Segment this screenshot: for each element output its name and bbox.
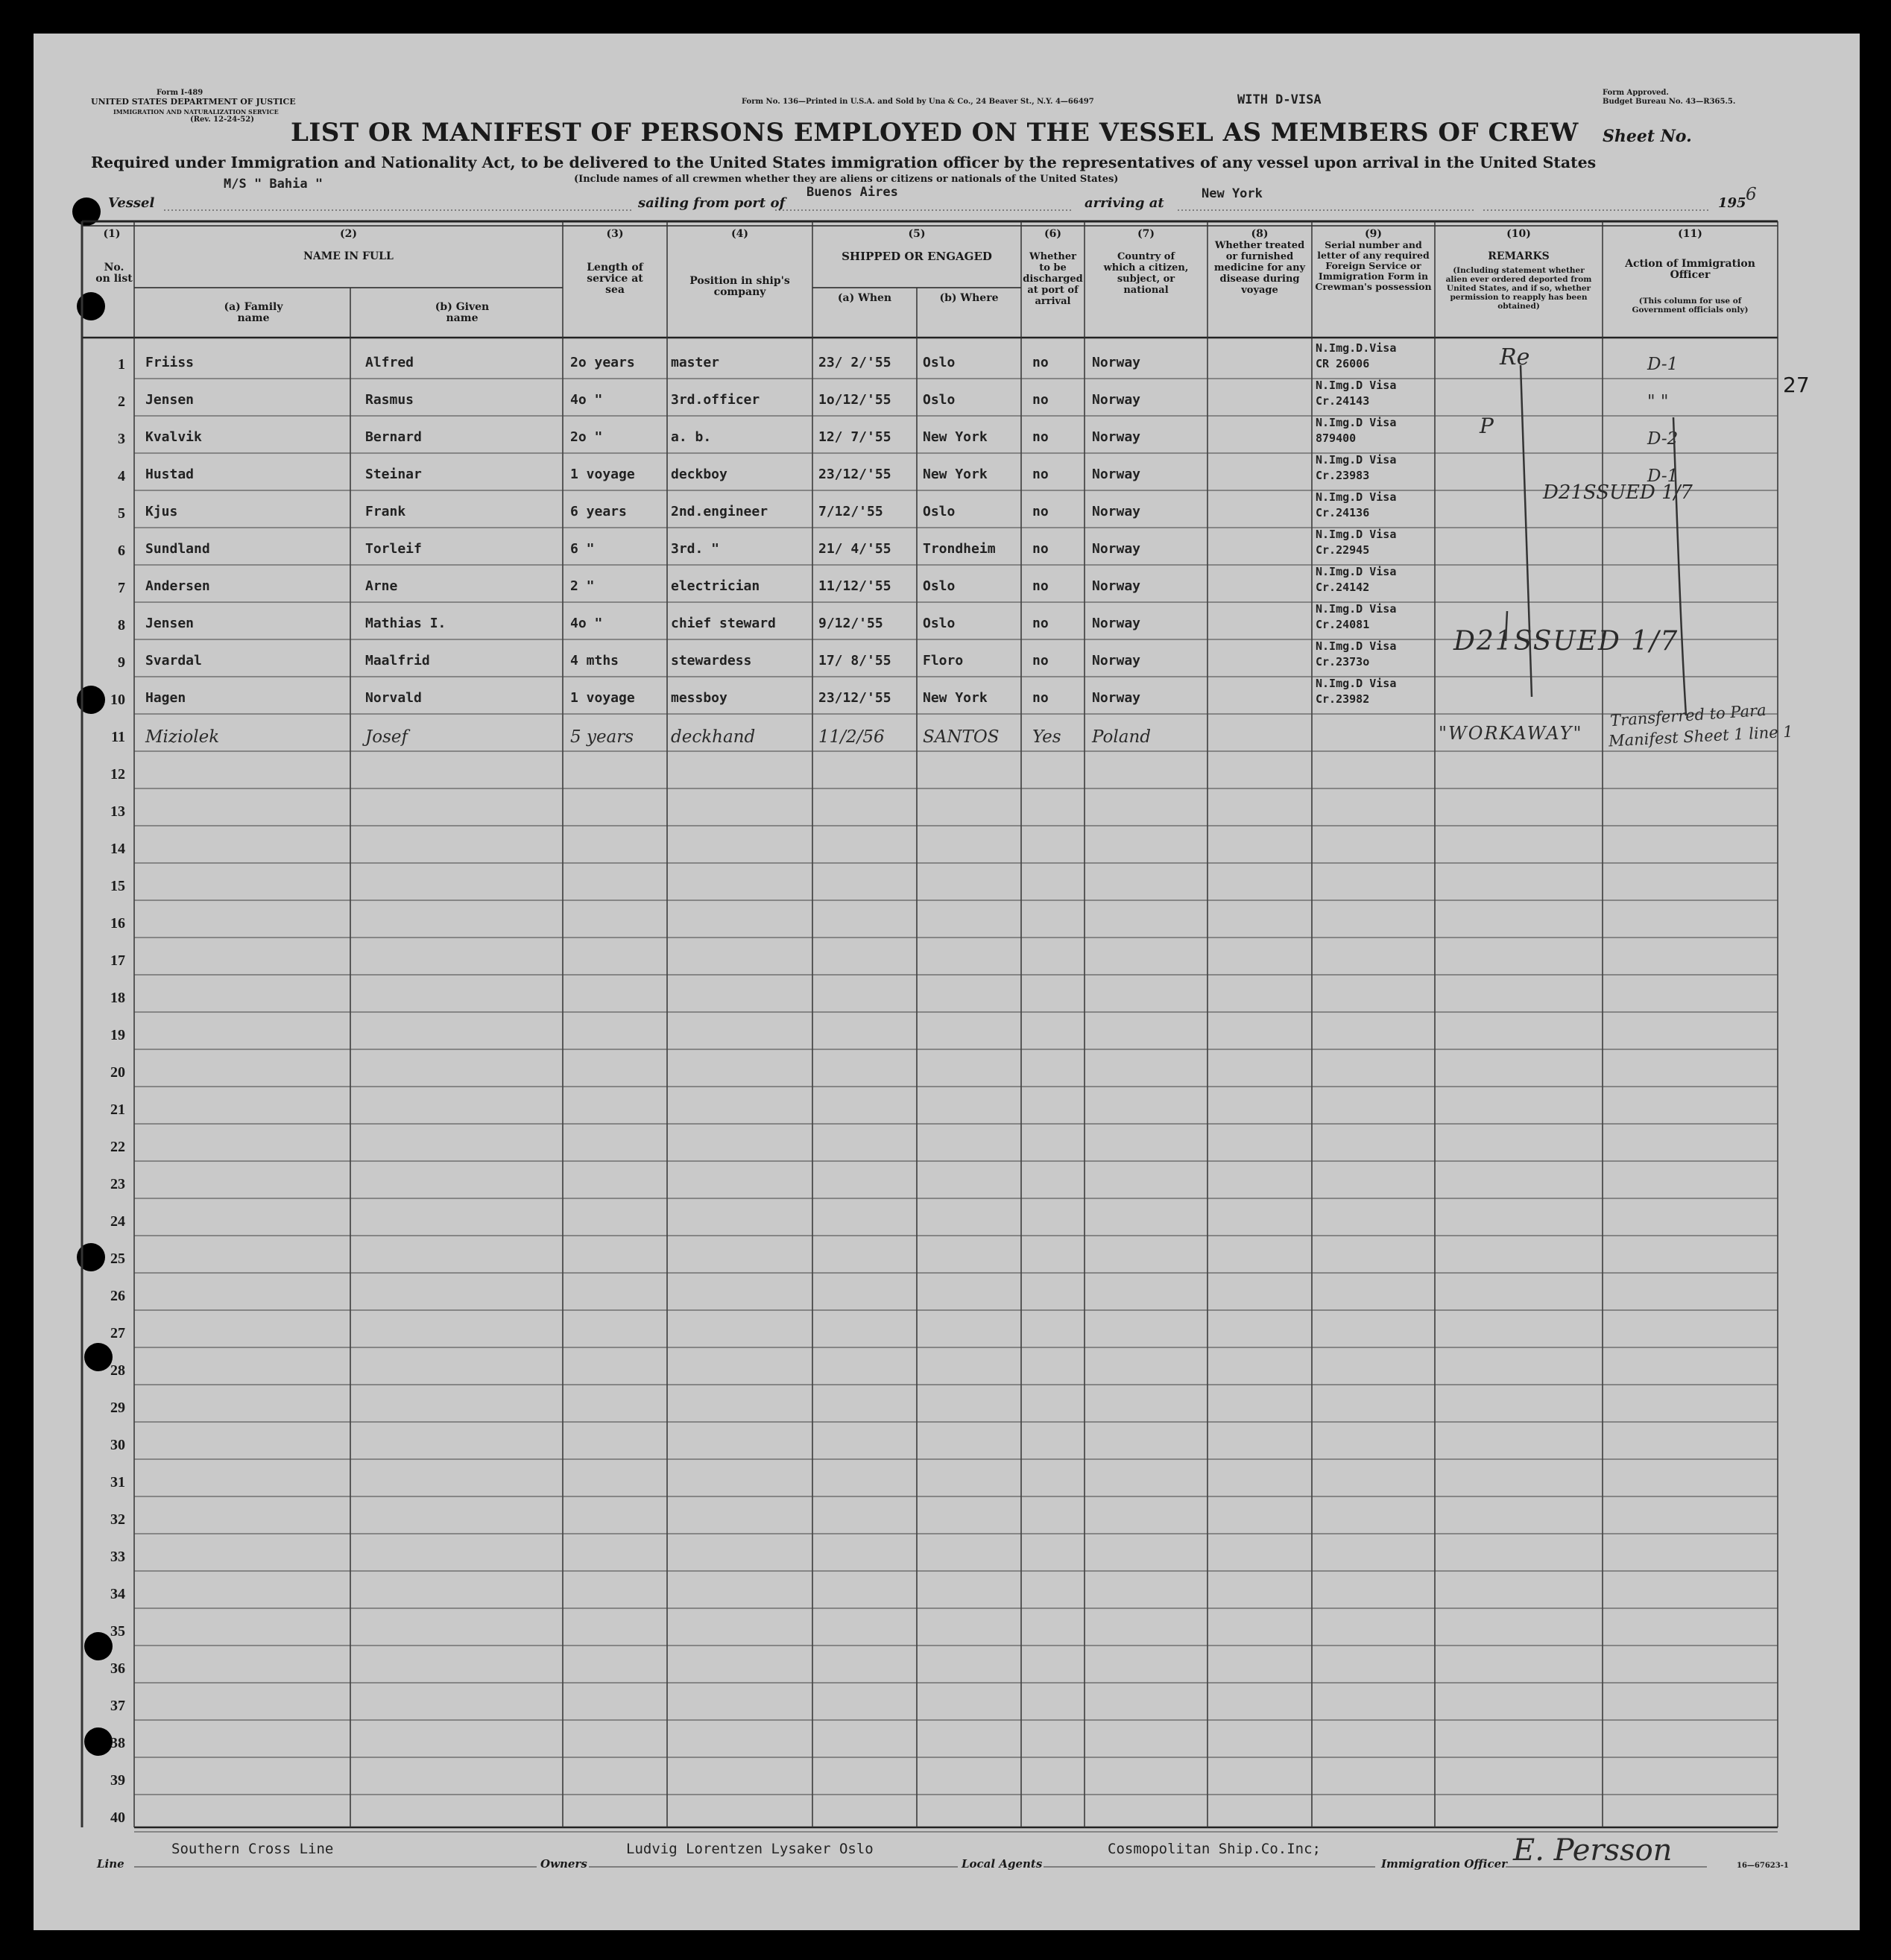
discharge-cell: no	[1032, 541, 1049, 557]
visa-cell: 879400	[1316, 431, 1357, 445]
service-length-cell: 6 "	[570, 541, 595, 557]
row-number: 3	[118, 431, 125, 447]
visa-cell: Cr.24081	[1316, 618, 1370, 631]
visa-cell: N.Img.D Visa	[1316, 677, 1397, 690]
sheet-label: Sheet No.	[1603, 127, 1692, 146]
position-cell: 3rd.officer	[671, 392, 760, 408]
col1-header: No. on list	[95, 262, 133, 285]
arriving-label: arriving at	[1085, 195, 1164, 211]
remark-issued: D21SSUED 1/7	[1543, 481, 1693, 504]
row-number: 1	[118, 356, 125, 373]
col7-number: (7)	[1137, 228, 1155, 240]
service: IMMIGRATION AND NATURALIZATION SERVICE	[113, 108, 279, 116]
action-cell: D-1	[1647, 355, 1679, 374]
col1-number: (1)	[103, 228, 121, 240]
discharge-cell: no	[1032, 467, 1049, 482]
shipped-where-cell: New York	[923, 467, 988, 482]
sailing-label: sailing from port of	[638, 195, 786, 211]
country-cell: Norway	[1092, 653, 1141, 668]
row-number: 21	[110, 1101, 125, 1118]
country-cell: Norway	[1092, 541, 1141, 557]
form-code: 16—67623-1	[1737, 1862, 1789, 1870]
visa-note: WITH D-VISA	[1237, 92, 1322, 107]
col5a-header: (a) When	[837, 292, 892, 304]
col3-header: Length of service at sea	[587, 262, 643, 296]
officer-label: Immigration Officer	[1381, 1857, 1508, 1871]
row-number: 15	[110, 878, 125, 894]
given-name-cell: Mathias I.	[365, 616, 446, 631]
service-length-cell: 6 years	[570, 504, 627, 519]
row-number: 31	[110, 1474, 125, 1490]
vessel-name: M/S " Bahia "	[224, 177, 323, 192]
position-cell: 3rd. "	[671, 541, 720, 557]
row-number: 23	[110, 1176, 125, 1192]
col5-header: SHIPPED OR ENGAGED	[842, 250, 992, 263]
owners: Ludvig Lorentzen Lysaker Oslo	[626, 1841, 874, 1857]
visa-cell: N.Img.D.Visa	[1316, 341, 1397, 355]
revision: (Rev. 12-24-52)	[190, 116, 254, 124]
row-number: 2	[118, 393, 125, 410]
shipped-where-cell: New York	[923, 429, 988, 445]
col5b-header: (b) Where	[939, 292, 999, 304]
shipped-where-cell: Oslo	[923, 392, 956, 408]
col8-header: Whether treated or furnished medicine for any disease during voyage	[1213, 240, 1306, 296]
row-number: 9	[118, 654, 125, 671]
row-number: 4	[118, 468, 125, 484]
row-number: 38	[110, 1735, 125, 1751]
shipped-where-cell: Oslo	[923, 355, 956, 370]
owners-label: Owners	[540, 1857, 587, 1871]
departure-port: Buenos Aires	[806, 185, 898, 200]
country-cell: Norway	[1092, 578, 1141, 594]
row-number: 17	[110, 952, 125, 969]
visa-cell: N.Img.D Visa	[1316, 379, 1397, 392]
row-number: 5	[118, 505, 125, 522]
country-cell: Norway	[1092, 429, 1141, 445]
country-cell: Norway	[1092, 392, 1141, 408]
col7-header: Country of which a citizen, subject, or national	[1103, 251, 1189, 296]
country-cell: Norway	[1092, 467, 1141, 482]
row-number: 22	[110, 1139, 125, 1155]
row-number: 39	[110, 1772, 125, 1789]
department: UNITED STATES DEPARTMENT OF JUSTICE	[91, 97, 296, 107]
col6-number: (6)	[1044, 228, 1061, 240]
col8-number: (8)	[1251, 228, 1269, 240]
row-number: 28	[110, 1362, 125, 1379]
subtitle: Required under Immigration and Nationality Act, to be delivered to the United States immigration officer by the representatives of any vessel upon arrival in the United States	[91, 154, 1597, 171]
shipped-where-cell: New York	[923, 690, 988, 706]
col3-number: (3)	[606, 228, 624, 240]
row-number: 16	[110, 915, 125, 932]
vessel-label: Vessel	[108, 195, 155, 211]
margin-number: 27	[1783, 373, 1810, 397]
shipped-when-cell: 23/ 2/'55	[818, 355, 891, 370]
row-number: 25	[110, 1251, 125, 1267]
shipped-when-cell: 11/2/56	[818, 727, 885, 747]
col10-note: (Including statement whether alien ever ordered deported from United States, and if so, whether permission to reapply has been obtained)	[1445, 266, 1592, 311]
service-length-cell: 4 mths	[570, 653, 619, 668]
visa-cell: N.Img.D Visa	[1316, 528, 1397, 541]
col4-header: Position in ship's company	[689, 275, 790, 298]
row-number: 30	[110, 1437, 125, 1453]
country-cell: Norway	[1092, 355, 1141, 370]
col2b-header: (b) Given name	[435, 301, 490, 324]
visa-cell: CR 26006	[1316, 357, 1370, 370]
shipped-when-cell: 17/ 8/'55	[818, 653, 891, 668]
position-cell: 2nd.engineer	[671, 504, 768, 519]
remark-workaway: "WORKAWAY"	[1439, 723, 1583, 744]
year-prefix: 195	[1718, 195, 1746, 211]
position-cell: deckhand	[671, 727, 756, 747]
discharge-cell: no	[1032, 653, 1049, 668]
given-name-cell: Steinar	[365, 467, 422, 482]
family-name-cell: Jensen	[145, 616, 195, 631]
position-cell: messboy	[671, 690, 727, 706]
family-name-cell: Kvalvik	[145, 429, 202, 445]
visa-cell: N.Img.D Visa	[1316, 453, 1397, 467]
col6-header: Whether to be discharged at port of arrival	[1023, 251, 1083, 307]
given-name-cell: Josef	[365, 727, 408, 747]
row-number: 18	[110, 990, 125, 1006]
country-cell: Norway	[1092, 504, 1141, 519]
family-name-cell: Sundland	[145, 541, 210, 557]
row-number: 34	[110, 1586, 125, 1602]
visa-cell: Cr.2373o	[1316, 655, 1370, 668]
shipping-line: Southern Cross Line	[171, 1841, 334, 1857]
officer-signature: E. Persson	[1513, 1833, 1673, 1868]
visa-cell: Cr.22945	[1316, 543, 1370, 557]
shipped-where-cell: Floro	[923, 653, 964, 668]
action-transfer-note: Transferred to Para	[1609, 701, 1767, 730]
discharge-cell: no	[1032, 392, 1049, 408]
family-name-cell: Jensen	[145, 392, 195, 408]
col10-header: REMARKS	[1488, 250, 1550, 262]
remark-mark: P	[1480, 414, 1494, 438]
position-cell: chief steward	[671, 616, 776, 631]
visa-cell: Cr.24143	[1316, 394, 1370, 408]
service-length-cell: 2 "	[570, 578, 595, 594]
approval-line-1: Form Approved.	[1603, 89, 1669, 97]
position-cell: master	[671, 355, 720, 370]
shipped-where-cell: SANTOS	[923, 727, 1000, 747]
given-name-cell: Norvald	[365, 690, 422, 706]
col2-header: NAME IN FULL	[303, 250, 394, 262]
given-name-cell: Maalfrid	[365, 653, 430, 668]
col11-header: Action of Immigration Officer	[1625, 258, 1755, 281]
row-number: 37	[110, 1698, 125, 1714]
discharge-cell: no	[1032, 616, 1049, 631]
shipped-when-cell: 23/12/'55	[818, 467, 891, 482]
position-cell: deckboy	[671, 467, 727, 482]
given-name-cell: Frank	[365, 504, 406, 519]
family-name-cell: Miziolek	[145, 727, 220, 747]
col10-number: (10)	[1506, 228, 1531, 240]
country-cell: Poland	[1092, 727, 1151, 747]
visa-cell: N.Img.D Visa	[1316, 490, 1397, 504]
form-number: Form I-489	[157, 89, 203, 97]
visa-cell: N.Img.D Visa	[1316, 639, 1397, 653]
action-cell: " "	[1647, 392, 1669, 411]
discharge-cell: no	[1032, 429, 1049, 445]
row-number: 6	[118, 543, 125, 559]
col9-number: (9)	[1365, 228, 1382, 240]
shipped-when-cell: 9/12/'55	[818, 616, 883, 631]
local-agents: Cosmopolitan Ship.Co.Inc;	[1108, 1841, 1321, 1857]
row-number: 26	[110, 1288, 125, 1304]
family-name-cell: Svardal	[145, 653, 202, 668]
visa-cell: N.Img.D Visa	[1316, 602, 1397, 616]
row-number: 33	[110, 1549, 125, 1565]
family-name-cell: Friiss	[145, 355, 195, 370]
row-number: 35	[110, 1623, 125, 1640]
row-number: 10	[110, 692, 125, 708]
row-number: 11	[111, 729, 125, 745]
col9-header: Serial number and letter of any required Foreign Service or Immigration Form in Crewman's possession	[1315, 239, 1432, 292]
row-number: 8	[118, 617, 125, 633]
family-name-cell: Hagen	[145, 690, 186, 706]
service-length-cell: 4o "	[570, 392, 603, 408]
inclusion-note: (Include names of all crewmen whether they are aliens or citizens or nationals of the United States)	[574, 174, 1119, 185]
shipped-when-cell: 7/12/'55	[818, 504, 883, 519]
discharge-cell: no	[1032, 690, 1049, 706]
row-number: 14	[110, 841, 125, 857]
given-name-cell: Bernard	[365, 429, 422, 445]
country-cell: Norway	[1092, 690, 1141, 706]
remark-initial: Re	[1500, 344, 1530, 370]
visa-cell: N.Img.D Visa	[1316, 416, 1397, 429]
row-number: 19	[110, 1027, 125, 1043]
row-number: 29	[110, 1400, 125, 1416]
col2a-header: (a) Family name	[224, 301, 283, 324]
col11-number: (11)	[1678, 228, 1702, 240]
col4-number: (4)	[731, 228, 748, 240]
action-transfer-note: Manifest Sheet 1 line 1	[1608, 722, 1794, 750]
visa-cell: Cr.23983	[1316, 469, 1370, 482]
family-name-cell: Kjus	[145, 504, 178, 519]
row-number: 7	[118, 580, 125, 596]
year-digit: 6	[1746, 185, 1757, 204]
visa-cell: N.Img.D Visa	[1316, 565, 1397, 578]
service-length-cell: 2o years	[570, 355, 635, 370]
position-cell: electrician	[671, 578, 760, 594]
given-name-cell: Rasmus	[365, 392, 414, 408]
remark-issued: D21SSUED 1/7	[1453, 626, 1679, 657]
shipped-when-cell: 23/12/'55	[818, 690, 891, 706]
shipped-when-cell: 11/12/'55	[818, 578, 891, 594]
visa-cell: Cr.23982	[1316, 692, 1370, 706]
country-cell: Norway	[1092, 616, 1141, 631]
shipped-where-cell: Oslo	[923, 578, 956, 594]
action-cell: D-1	[1647, 467, 1679, 486]
given-name-cell: Arne	[365, 578, 398, 594]
family-name-cell: Andersen	[145, 578, 210, 594]
printer-note: Form No. 136—Printed in U.S.A. and Sold by Una & Co., 24 Beaver St., N.Y. 4—66497	[742, 98, 1094, 106]
agents-label: Local Agents	[962, 1857, 1043, 1871]
shipped-where-cell: Oslo	[923, 616, 956, 631]
col2-number: (2)	[340, 228, 357, 240]
discharge-cell: no	[1032, 578, 1049, 594]
discharge-cell: no	[1032, 504, 1049, 519]
given-name-cell: Torleif	[365, 541, 422, 557]
given-name-cell: Alfred	[365, 355, 414, 370]
service-length-cell: 4o "	[570, 616, 603, 631]
arrival-port: New York	[1202, 186, 1263, 201]
shipped-where-cell: Oslo	[923, 504, 956, 519]
row-number: 32	[110, 1511, 125, 1528]
shipped-when-cell: 21/ 4/'55	[818, 541, 891, 557]
row-number: 20	[110, 1064, 125, 1081]
action-cell: D-2	[1647, 429, 1679, 449]
row-number: 12	[110, 766, 125, 783]
discharge-cell: no	[1032, 355, 1049, 370]
row-number: 24	[110, 1213, 125, 1230]
visa-cell: Cr.24136	[1316, 506, 1370, 519]
shipped-when-cell: 12/ 7/'55	[818, 429, 891, 445]
row-number: 13	[110, 803, 125, 820]
shipped-when-cell: 1o/12/'55	[818, 392, 891, 408]
row-number: 36	[110, 1660, 125, 1677]
position-cell: a. b.	[671, 429, 712, 445]
shipped-where-cell: Trondheim	[923, 541, 996, 557]
service-length-cell: 5 years	[570, 727, 634, 747]
service-length-cell: 1 voyage	[570, 690, 635, 706]
row-number: 40	[110, 1809, 125, 1826]
approval-line-2: Budget Bureau No. 43—R365.5.	[1603, 98, 1736, 106]
service-length-cell: 2o "	[570, 429, 603, 445]
col5-number: (5)	[908, 228, 926, 240]
row-number: 27	[110, 1325, 125, 1341]
visa-cell: Cr.24142	[1316, 581, 1370, 594]
service-length-cell: 1 voyage	[570, 467, 635, 482]
position-cell: stewardess	[671, 653, 752, 668]
page-title: LIST OR MANIFEST OF PERSONS EMPLOYED ON THE VESSEL AS MEMBERS OF CREW	[291, 118, 1579, 148]
discharge-cell: Yes	[1032, 727, 1061, 747]
family-name-cell: Hustad	[145, 467, 195, 482]
line-label: Line	[97, 1857, 124, 1871]
col11-note: (This column for use of Government officials only)	[1632, 297, 1749, 314]
